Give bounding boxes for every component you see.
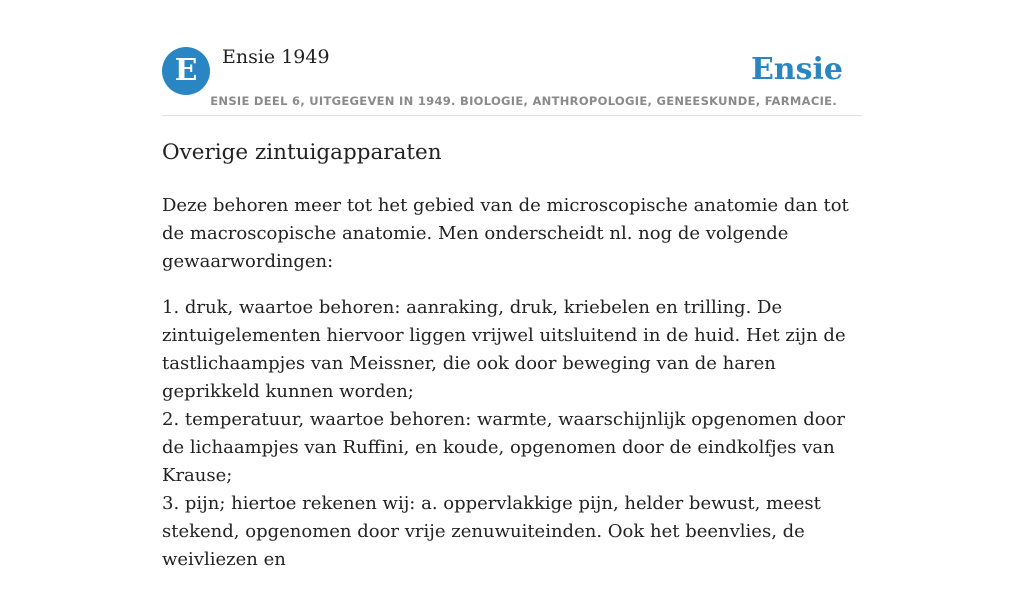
list-item: 1. druk, waartoe behoren: aanraking, druk, kriebelen en trilling. De zintuigelementen hiervoor liggen vrijwel uitsluitend in de huid. Het zijn de tastlichaampjes van Meissner, die ook door beweging van de haren geprikkeld kunnen worden; — [162, 297, 846, 402]
site-title[interactable]: Ensie 1949 — [222, 46, 330, 68]
article-body — [162, 192, 862, 592]
article-title: Overige zintuigapparaten — [162, 140, 442, 165]
ensie-logo-icon[interactable]: E — [162, 47, 210, 95]
edition-subtitle: ENSIE DEEL 6, UITGEGEVEN IN 1949. BIOLOGIE, ANTHROPOLOGIE, GENEESKUNDE, FARMACIE. — [210, 94, 837, 108]
article-list — [162, 294, 862, 574]
list-item: 3. pijn; hiertoe rekenen wij: a. oppervlakkige pijn, helder bewust, meest stekend, opgenomen door vrije zenuwuiteinden. Ook het beenvlies, de weivliezen en — [162, 493, 821, 570]
header-divider — [162, 115, 862, 116]
article-intro: Deze behoren meer tot het gebied van de microscopische anatomie dan tot de macroscopische anatomie. Men onderscheidt nl. nog de volgende gewaarwordingen: — [162, 195, 849, 272]
list-item: 2. temperatuur, waartoe behoren: warmte, waarschijnlijk opgenomen door de lichaampjes van Ruffini, en koude, opgenomen door de eindkolfjes van Krause; — [162, 409, 845, 486]
brand-link[interactable]: Ensie — [750, 52, 843, 87]
